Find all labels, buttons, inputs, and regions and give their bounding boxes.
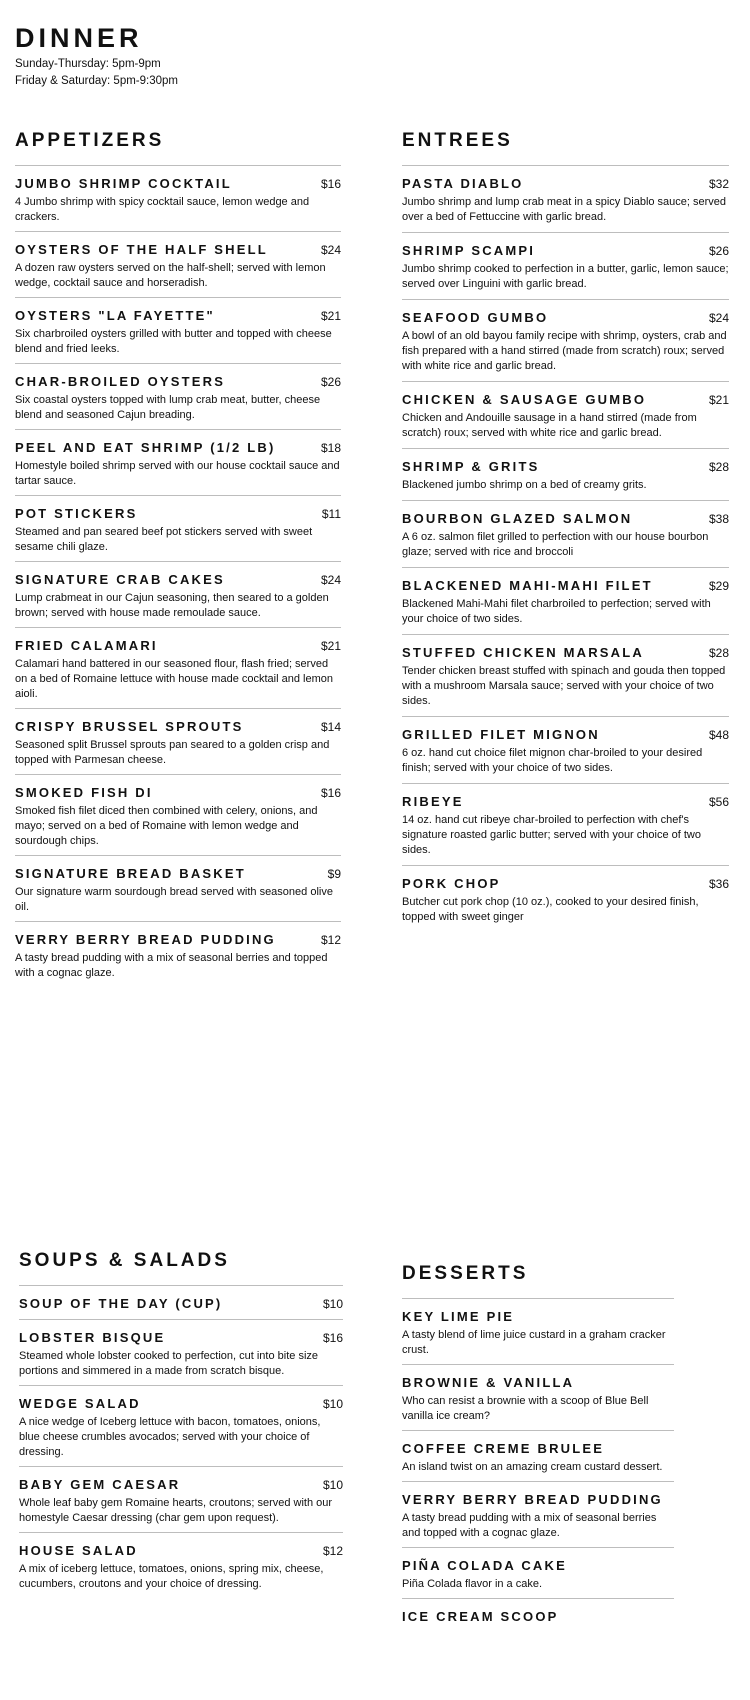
menu-item-price: $12	[322, 1544, 343, 1558]
menu-item-name: KEY LIME PIE	[402, 1309, 515, 1324]
menu-item-description: 6 oz. hand cut choice filet mignon char-broiled to your desired finish; served with your choice of two sides.	[402, 747, 703, 774]
menu-item-header	[402, 793, 729, 811]
menu-item-header	[402, 391, 729, 409]
menu-item-header	[15, 307, 341, 325]
menu-item-description: Seasoned split Brussel sprouts pan seared to a golden crisp and topped with Parmesan cheese.	[15, 739, 330, 766]
menu-item-description: Butcher cut pork chop (10 oz.), cooked to your desired finish, topped with sweet ginger	[402, 896, 699, 923]
menu-item-header	[402, 1608, 674, 1626]
desserts-section	[402, 1261, 674, 1632]
menu-item-name: STUFFED CHICKEN MARSALA	[402, 645, 644, 660]
appetizers-section	[15, 128, 341, 987]
menu-item-description: An island twist on an amazing cream custard dessert.	[402, 1461, 663, 1473]
menu-item-description: A tasty bread pudding with a mix of seasonal berries and topped with a cognac glaze.	[15, 952, 328, 979]
menu-item	[402, 634, 729, 716]
menu-item-name: SIGNATURE CRAB CAKES	[15, 572, 225, 587]
menu-item-header	[19, 1295, 343, 1313]
menu-item	[19, 1385, 343, 1466]
menu-item-name: PIÑA COLADA CAKE	[402, 1558, 567, 1573]
menu-items	[19, 1285, 343, 1598]
menu-items	[402, 1298, 674, 1632]
menu-item-header	[15, 784, 341, 802]
menu-item-header	[402, 577, 729, 595]
menu-item-name: CHICKEN & SAUSAGE GUMBO	[402, 392, 647, 407]
menu-item-price: $10	[322, 1478, 343, 1492]
menu-item-description: Six charbroiled oysters grilled with butter and topped with cheese blend and fried leeks.	[15, 328, 332, 355]
menu-item-description: Calamari hand battered in our seasoned flour, flash fried; served on a bed of Romaine lettuce with house made cocktail and lemon aioli.	[15, 658, 333, 700]
menu-item-header	[15, 505, 341, 523]
menu-item-price: $16	[320, 177, 341, 191]
menu-item-description: A 6 oz. salmon filet grilled to perfection with our house bourbon glaze; served with rice and broccoli	[402, 531, 709, 558]
menu-item-header	[402, 242, 729, 260]
menu-item-description: 14 oz. hand cut ribeye char-broiled to perfection with chef's signature roasted garlic butter; served with your choice of two sides.	[402, 814, 701, 856]
menu-item	[402, 500, 729, 567]
menu-item	[15, 855, 341, 921]
menu-item-header	[402, 875, 729, 893]
section-title: SOUPS & SALADS	[19, 1250, 230, 1271]
menu-item-price: $12	[320, 933, 341, 947]
menu-item-header	[402, 1308, 674, 1326]
menu-item-description: A nice wedge of Iceberg lettuce with bacon, tomatoes, onions, blue cheese crumbles avocados; served with your choice of dressing.	[19, 1416, 321, 1458]
menu-item-header	[402, 726, 729, 744]
hours-weekend: Friday & Saturday: 5pm-9:30pm	[15, 75, 178, 87]
menu-item-name: JUMBO SHRIMP COCKTAIL	[15, 176, 232, 191]
menu-item-header	[15, 241, 341, 259]
menu-item	[19, 1319, 343, 1385]
menu-item	[402, 232, 729, 299]
menu-item-price: $28	[708, 460, 729, 474]
soups-salads-section	[19, 1248, 343, 1598]
menu-item-name: SOUP OF THE DAY (CUP)	[19, 1296, 223, 1311]
menu-item-name: CHAR-BROILED OYSTERS	[15, 374, 226, 389]
menu-item-header	[402, 1374, 674, 1392]
menu-item	[402, 865, 729, 944]
menu-item-description: Jumbo shrimp and lump crab meat in a spicy Diablo sauce; served over a bed of Fettuccine with garlic bread.	[402, 196, 727, 223]
menu-item-header	[402, 309, 729, 327]
menu-item	[402, 1547, 674, 1598]
menu-item-name: BROWNIE & VANILLA	[402, 1375, 575, 1390]
menu-item-name: VERRY BERRY BREAD PUDDING	[402, 1492, 663, 1507]
menu-item-price: $36	[708, 877, 729, 891]
menu-item-description: Homestyle boiled shrimp served with our house cocktail sauce and tartar sauce.	[15, 460, 340, 487]
menu-item-name: POT STICKERS	[15, 506, 138, 521]
menu-item-description: A mix of iceberg lettuce, tomatoes, onions, spring mix, cheese, cucumbers, croutons and your choice of dressing.	[19, 1563, 324, 1590]
menu-item-name: SMOKED FISH DI	[15, 785, 153, 800]
menu-item-description: Six coastal oysters topped with lump crab meat, butter, cheese blend and seasoned Cajun breading.	[15, 394, 321, 421]
menu-item-price: $21	[320, 309, 341, 323]
menu-item	[15, 921, 341, 987]
menu-item	[402, 165, 729, 232]
menu-item	[402, 299, 729, 381]
menu-item-description: Blackened jumbo shrimp on a bed of creamy grits.	[402, 479, 647, 491]
menu-item-price: $24	[320, 573, 341, 587]
menu-item	[402, 716, 729, 783]
menu-item	[402, 1598, 674, 1632]
menu-item-name: WEDGE SALAD	[19, 1396, 141, 1411]
menu-items	[402, 165, 729, 944]
menu-item-name: FRIED CALAMARI	[15, 638, 158, 653]
menu-item-description: A tasty blend of lime juice custard in a graham cracker crust.	[402, 1329, 666, 1356]
menu-item-header	[19, 1542, 343, 1560]
menu-item	[402, 1481, 674, 1547]
menu-item-price: $26	[708, 244, 729, 258]
menu-item-header	[402, 458, 729, 476]
menu-item-description: A tasty bread pudding with a mix of seasonal berries and topped with a cognac glaze.	[402, 1512, 657, 1539]
menu-item	[15, 297, 341, 363]
menu-item-name: RIBEYE	[402, 794, 464, 809]
section-title: ENTREES	[402, 130, 513, 151]
menu-item-name: OYSTERS OF THE HALF SHELL	[15, 242, 268, 257]
menu-item-header	[19, 1329, 343, 1347]
menu-item	[19, 1466, 343, 1532]
menu-item-price: $32	[708, 177, 729, 191]
menu-item-name: LOBSTER BISQUE	[19, 1330, 166, 1345]
menu-item-description: Blackened Mahi-Mahi filet charbroiled to perfection; served with your choice of two sides.	[402, 598, 711, 625]
menu-item	[402, 783, 729, 865]
menu-item-name: GRILLED FILET MIGNON	[402, 727, 600, 742]
hours-weekday: Sunday-Thursday: 5pm-9pm	[15, 58, 161, 70]
menu-item-description: Our signature warm sourdough bread served with seasoned olive oil.	[15, 886, 333, 913]
menu-item-description: Chicken and Andouille sausage in a hand stirred (made from scratch) roux; served with white rice and garlic bread.	[402, 412, 697, 439]
menu-item	[15, 627, 341, 708]
menu-item-name: CRISPY BRUSSEL SPROUTS	[15, 719, 244, 734]
menu-item-header	[402, 1557, 674, 1575]
menu-item-header	[19, 1476, 343, 1494]
menu-item-name: VERRY BERRY BREAD PUDDING	[15, 932, 276, 947]
menu-item-price: $29	[708, 579, 729, 593]
menu-item	[402, 381, 729, 448]
menu-item	[402, 1430, 674, 1481]
menu-item-price: $24	[320, 243, 341, 257]
menu-item-name: BABY GEM CAESAR	[19, 1477, 181, 1492]
menu-item-name: COFFEE CREME BRULEE	[402, 1441, 605, 1456]
menu-item-header	[19, 1395, 343, 1413]
menu-item-description: Whole leaf baby gem Romaine hearts, croutons; served with our homestyle Caesar dressing (char gem upon request).	[19, 1497, 333, 1524]
menu-item-description: Smoked fish filet diced then combined with celery, onions, and mayo; served on a bed of Romaine with lemon wedge and sourdough chips.	[15, 805, 318, 847]
menu-item-header	[15, 571, 341, 589]
menu-item-header	[402, 175, 729, 193]
menu-item-price: $9	[327, 867, 341, 881]
menu-item-name: SIGNATURE BREAD BASKET	[15, 866, 246, 881]
menu-item-name: SHRIMP SCAMPI	[402, 243, 536, 258]
menu-item	[19, 1285, 343, 1319]
menu-item-name: BLACKENED MAHI-MAHI FILET	[402, 578, 653, 593]
menu-item	[15, 708, 341, 774]
page-title: DINNER	[15, 23, 143, 53]
menu-item-name: BOURBON GLAZED SALMON	[402, 511, 633, 526]
menu-item-price: $21	[320, 639, 341, 653]
menu-item-name: PASTA DIABLO	[402, 176, 524, 191]
menu-item-header	[15, 931, 341, 949]
menu-item	[402, 1298, 674, 1364]
menu-item-price: $56	[708, 795, 729, 809]
menu-item-name: PEEL AND EAT SHRIMP (1/2 LB)	[15, 440, 276, 455]
menu-item	[15, 495, 341, 561]
menu-item-header	[402, 510, 729, 528]
menu-item	[15, 363, 341, 429]
menu-item	[15, 231, 341, 297]
menu-item-header	[402, 1440, 674, 1458]
menu-item-price: $24	[708, 311, 729, 325]
menu-item-price: $48	[708, 728, 729, 742]
menu-item-name: SHRIMP & GRITS	[402, 459, 540, 474]
menu-item-price: $28	[708, 646, 729, 660]
menu-item-description: A bowl of an old bayou family recipe with shrimp, oysters, crab and fish prepared with a hand stirred (made from scratch) roux; served with white rice and garlic bread.	[402, 330, 727, 372]
menu-item-price: $10	[322, 1397, 343, 1411]
menu-item-description: Who can resist a brownie with a scoop of Blue Bell vanilla ice cream?	[402, 1395, 649, 1422]
menu-item-price: $10	[322, 1297, 343, 1311]
menu-header	[15, 22, 178, 90]
menu-item	[402, 1364, 674, 1430]
menu-item-price: $38	[708, 512, 729, 526]
menu-item	[15, 165, 341, 231]
menu-item-name: ICE CREAM SCOOP	[402, 1609, 559, 1624]
menu-item-description: Piña Colada flavor in a cake.	[402, 1578, 543, 1590]
menu-item-description: A dozen raw oysters served on the half-shell; served with lemon wedge, cocktail sauce and horseradish.	[15, 262, 326, 289]
menu-item-price: $16	[320, 786, 341, 800]
menu-item-price: $18	[320, 441, 341, 455]
menu-item-price: $26	[320, 375, 341, 389]
menu-item-description: Steamed whole lobster cooked to perfection, cut into bite size portions and simmered in a made from scratch bisque.	[19, 1350, 319, 1377]
section-title: DESSERTS	[402, 1263, 529, 1284]
menu-item	[402, 448, 729, 500]
menu-item-header	[402, 1491, 674, 1509]
menu-items	[15, 165, 341, 987]
menu-item-description: Lump crabmeat in our Cajun seasoning, then seared to a golden brown; served with house made remoulade sauce.	[15, 592, 329, 619]
menu-item	[402, 567, 729, 634]
menu-item-description: Steamed and pan seared beef pot stickers served with sweet sesame chili glaze.	[15, 526, 313, 553]
menu-item-price: $16	[322, 1331, 343, 1345]
menu-item-header	[15, 175, 341, 193]
menu-item-name: PORK CHOP	[402, 876, 501, 891]
menu-item	[15, 561, 341, 627]
menu-item-header	[15, 718, 341, 736]
entrees-section	[402, 128, 729, 944]
menu-item-name: SEAFOOD GUMBO	[402, 310, 549, 325]
menu-item-price: $14	[320, 720, 341, 734]
menu-item-description: 4 Jumbo shrimp with spicy cocktail sauce, lemon wedge and crackers.	[15, 196, 310, 223]
menu-item-price: $11	[321, 507, 341, 521]
menu-item-price: $21	[708, 393, 729, 407]
menu-item-description: Jumbo shrimp cooked to perfection in a butter, garlic, lemon sauce; served over Linguini with garlic bread.	[402, 263, 729, 290]
menu-item-header	[15, 865, 341, 883]
menu-item-header	[15, 373, 341, 391]
menu-item-name: HOUSE SALAD	[19, 1543, 138, 1558]
menu-item-header	[15, 439, 341, 457]
menu-item	[19, 1532, 343, 1598]
hours	[15, 56, 178, 90]
section-title: APPETIZERS	[15, 130, 165, 151]
menu-item	[15, 429, 341, 495]
menu-item-header	[15, 637, 341, 655]
menu-item-description: Tender chicken breast stuffed with spinach and gouda then topped with a mushroom Marsala sauce; served with your choice of two sides.	[402, 665, 726, 707]
menu-item-name: OYSTERS "LA FAYETTE"	[15, 308, 215, 323]
menu-item	[15, 774, 341, 855]
menu-item-header	[402, 644, 729, 662]
